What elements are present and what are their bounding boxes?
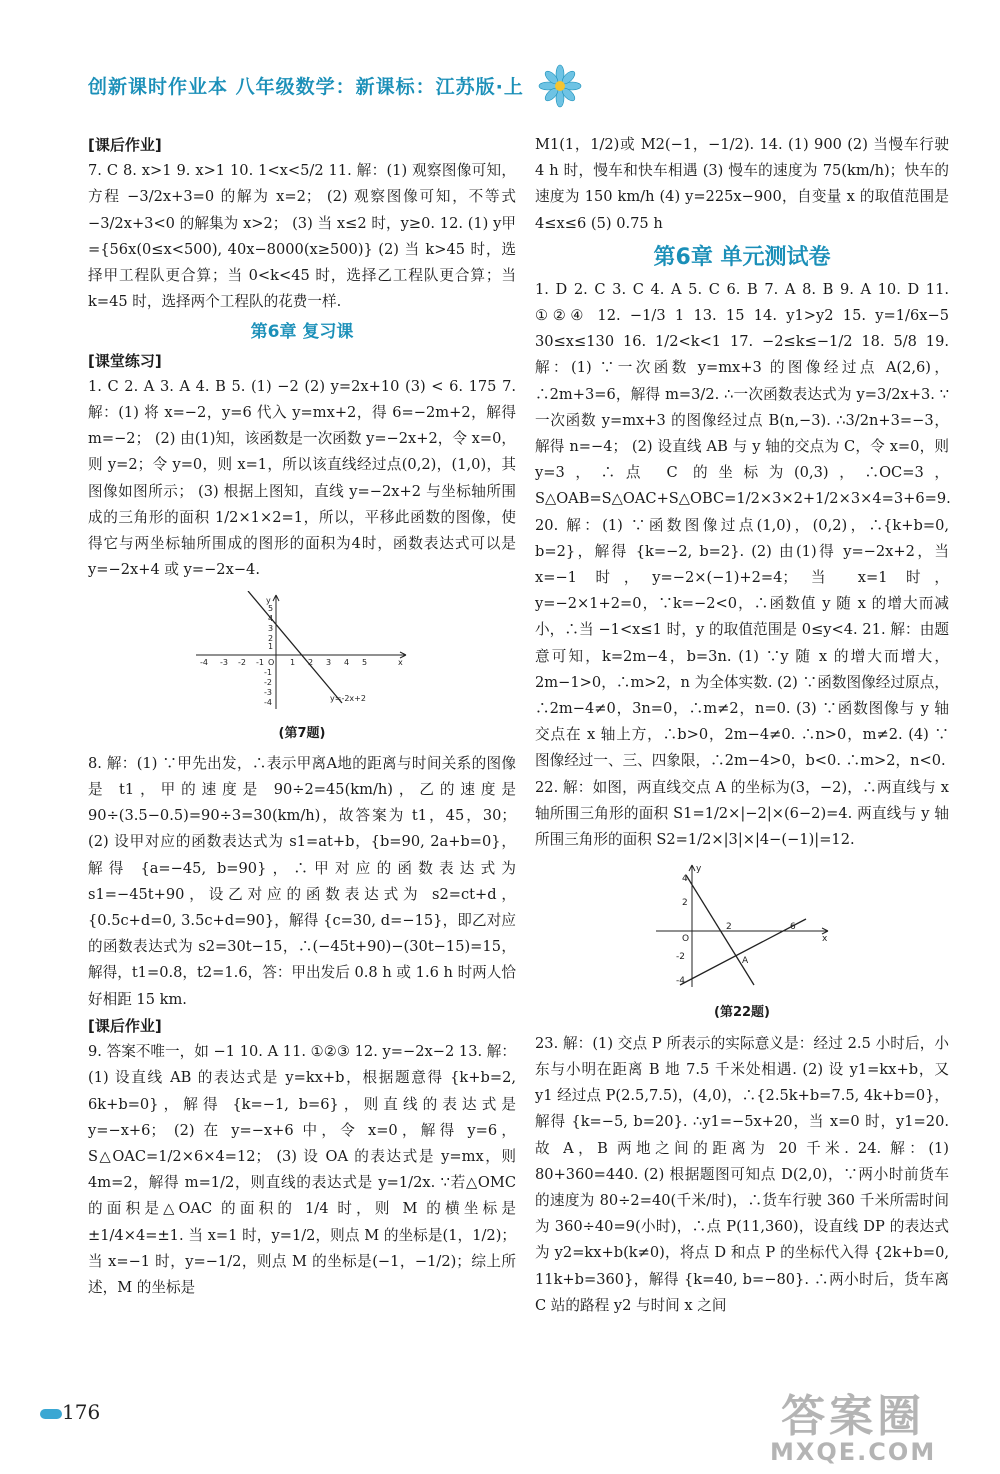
- svg-text:4: 4: [344, 658, 350, 668]
- figure-caption-q22: (第22题): [714, 1005, 770, 1021]
- page-number: 176: [62, 1400, 101, 1424]
- svg-text:x: x: [398, 658, 403, 668]
- figure-caption-q7: (第7题): [278, 725, 326, 741]
- answer-block: 22. 解：如图，两直线交点 A 的坐标为(3，−2)，∴两直线与 x 轴所围三角形的面积 S1=1/2×|−2|×(6−2)=4. 两直线与 y 轴所围三角形的面积 S2=1/2×|3|×|4−(−1)|=12.: [535, 778, 949, 849]
- svg-text:5: 5: [362, 658, 368, 668]
- answer-block: M1(1，1/2)或 M2(−1，−1/2). 14. (1) 900 (2) 当慢车行驶 4 h 时，慢车和快车相遇 (3) 慢车的速度为 75(km/h)；快车的速度为 150 km/h (4) y=225x−900，自变量 x 的取值范围是 4≤x≤6 (5) 0.75 h: [535, 136, 949, 232]
- section-heading-homework-2: [课后作业]: [88, 1016, 162, 1035]
- left-column: [88, 132, 516, 1301]
- svg-text:-3: -3: [220, 658, 228, 668]
- answer-block: 23. 解：(1) 交点 P 所表示的实际意义是：经过 2.5 小时后，小东与小明在距离 B 地 7.5 千米处相遇. (2) 设 y1=kx+b，又 y1 经过点 P(2.5,7.5)，(4,0)，∴{2.5k+b=7.5, 4k+b=0}，解得 {k=−5, b=20}. ∴y1=−5x+20，当 x=0 时，y1=20. 故 A，B 两地之间的距离为 20 千米. 24. 解：(1) 80+360=440. (2) 根据题图可知点 D(2,0)，∵两小时前货车的速度为 80÷2=40(千米/时)，∴货车行驶 360 千米所需时间为 360÷40=9(小时)，∴点 P(11,360)，设直线 DP 的表达式为 y2=kx+b(k≠0)，将点 D 和点 P 的坐标代入得 {2k+b=0, 11k+b=360}，解得 {k=40, b=−80}. ∴两小时后，货车离 C 站的路程 y2 与时间 x 之间: [535, 1034, 949, 1314]
- page-tab-marker: [40, 1409, 62, 1419]
- graph-q7: [192, 591, 412, 711]
- svg-text:-1: -1: [256, 658, 264, 668]
- flower-icon: [538, 64, 582, 108]
- right-column: [535, 132, 949, 1319]
- svg-text:-4: -4: [264, 698, 272, 708]
- point-label-a: A: [742, 956, 749, 967]
- svg-text:-2: -2: [676, 952, 685, 963]
- answer-block: 8. 解：(1) ∵甲先出发，∴表示甲离A地的距离与时间关系的图像是 t1，甲的速度是 90÷2=45(km/h)，乙的速度是 90÷(3.5−0.5)=90÷3=30(km/h)，故答案为 t1，45，30； (2) 设甲对应的函数表达式为 s1=at+b，{b=90, 2a+b=0}，解得 {a=−45, b=90}，∴甲对应的函数表达式为 s1=−45t+90，设乙对应的函数表达式为 s2=ct+d，{0.5c+d=0, 3.5c+d=90}，解得 {c=30, d=−15}，即乙对应的函数表达式为 s2=30t−15，∴(−45t+90)−(30t−15)=15，解得，t1=0.8，t2=1.6，答：甲出发后 0.8 h 或 1.6 h 时两人恰好相距 15 km.: [88, 754, 516, 1008]
- svg-text:-3: -3: [264, 688, 272, 698]
- section-heading-homework: [课后作业]: [88, 136, 162, 154]
- svg-text:O: O: [682, 934, 690, 945]
- watermark: [770, 1380, 936, 1466]
- svg-text:6: 6: [790, 922, 796, 933]
- chapter-heading-unit-test: 第6章 单元测试卷: [653, 244, 831, 270]
- svg-text:5: 5: [268, 604, 274, 614]
- answer-block: 1. D 2. C 3. C 4. A 5. C 6. B 7. A 8. B 9. A 10. D 11. ①②④ 12. −1/3 1 13. 15 14. y1>y2 15. y=1/6x−5 30≤x≤130 16. 1/2<k<1 17. −2≤k≤−1/2 18. 5/8 19. 解：(1) ∵一次函数 y=mx+3 的图像经过点 A(2,6)，∴2m+3=6，解得 m=3/2. ∴一次函数表达式为 y=3/2x+3. ∵一次函数 y=mx+3 的图像经过点 B(n,−3). ∴3/2n+3=−3，解得 n=−4； (2) 设直线 AB 与 y 轴的交点为 C，令 x=0，则 y=3，∴点 C 的坐标为(0,3)，∴OC=3，S△OAB=S△OAC+S△OBC=1/2×3×2+1/2×3×4=3+6=9. 20. 解：(1) ∵函数图像过点(1,0)，(0,2)，∴{k+b=0, b=2}，解得 {k=−2, b=2}. (2) 由(1)得 y=−2x+2，当 x=−1 时，y=−2×(−1)+2=4；当 x=1 时，y=−2×1+2=0，∵k=−2<0，∴函数值 y 随 x 的增大而减小，∴当 −1<x≤1 时，y 的取值范围是 0≤y<4. 21. 解：由题意可知，k=2m−4，b=3n. (1) ∵y 随 x 的增大而增大，2m−1>0，∴m>2，n 为全体实数. (2) ∵函数图像经过原点，∴2m−4≠0，3n=0，∴m≠2，n=0. (3) ∵函数图像与 y 轴交点在 x 轴上方，∴b>0，2m−4≠0. ∴n>0，m≠2. (4) ∵图像经过一、三、四象限，∴2m−4>0，b<0. ∴m>2，n<0.: [535, 280, 951, 770]
- section-heading-classwork: [课堂练习]: [88, 351, 162, 370]
- svg-text:2: 2: [726, 922, 732, 933]
- svg-text:-4: -4: [200, 658, 208, 668]
- answer-block: 7. C 8. x>1 9. x>1 10. 1<x<5/2 11. 解：(1) 观察图像可知，方程 −3/2x+3=0 的解为 x=2； (2) 观察图像可知，不等式 −3/2x+3<0 的解集为 x>2； (3) 当 x≤2 时，y≥0. 12. (1) y甲={56x(0≤x<500), 40x−8000(x≥500)} (2) 当 k>45 时，选择甲工程队更合算；当 0<k<45 时，选择乙工程队更合算；当 k=45 时，选择两个工程队的花费一样.: [88, 162, 516, 311]
- svg-text:1: 1: [268, 642, 274, 652]
- watermark-line-2: MXQE.COM: [770, 1438, 937, 1466]
- chapter-heading-review: 第6章 复习课: [250, 322, 354, 343]
- graph-q22: [652, 861, 832, 991]
- page-header-title: 创新课时作业本 八年级数学：新课标：江苏版·上: [88, 76, 524, 98]
- svg-text:O: O: [268, 658, 275, 668]
- svg-text:2: 2: [682, 898, 688, 909]
- svg-text:y: y: [696, 864, 702, 875]
- watermark-line-1: 答案圈: [781, 1391, 926, 1442]
- svg-text:1: 1: [290, 658, 296, 668]
- answer-block: 1. C 2. A 3. A 4. B 5. (1) −2 (2) y=2x+10 (3) < 6. 175 7. 解：(1) 将 x=−2，y=6 代入 y=mx+2，得 6=−2m+2，解得 m=−2； (2) 由(1)知，该函数是一次函数 y=−2x+2，令 x=0，则 y=2；令 y=0，则 x=1，所以该直线经过点(0,2)，(1,0)，其图像如图所示； (3) 根据上图知，直线 y=−2x+2 与坐标轴所围成的三角形的面积 1/2×1×2=1，所以，平移此函数的图像，使得它与两坐标轴所围成的图形的面积为4时，函数表达式可以是 y=−2x+4 或 y=−2x−4.: [88, 377, 516, 579]
- svg-text:-2: -2: [238, 658, 246, 668]
- svg-text:4: 4: [682, 874, 688, 885]
- figure-q22: [535, 861, 949, 1026]
- svg-text:y: y: [266, 596, 271, 606]
- svg-text:-1: -1: [264, 668, 272, 678]
- figure-q7: [88, 591, 516, 746]
- svg-text:3: 3: [268, 624, 274, 634]
- svg-text:3: 3: [326, 658, 332, 668]
- svg-text:-2: -2: [264, 678, 272, 688]
- svg-text:2: 2: [268, 634, 274, 644]
- svg-text:4: 4: [268, 614, 274, 624]
- line-label-q7: y=-2x+2: [330, 694, 366, 704]
- answer-block: 9. 答案不唯一，如 −1 10. A 11. ①②③ 12. y=−2x−2 13. 解：(1) 设直线 AB 的表达式是 y=kx+b，根据题意得 {k+b=2, 6k+b=0}，解得 {k=−1, b=6}，则直线的表达式是 y=−x+6； (2) 在 y=−x+6 中，令 x=0，解得 y=6，S△OAC=1/2×6×4=12； (3) 设 OA 的表达式是 y=mx，则 4m=2，解得 m=1/2，则直线的表达式是 y=1/2x. ∵若△OMC 的面积是△OAC 的面积的 1/4 时，则 M 的横坐标是 ±1/4×4=±1. 当 x=1 时，y=1/2，则点 M 的坐标是(1，1/2)；当 x=−1 时，y=−1/2，则点 M 的坐标是(−1，−1/2)；综上所述，M 的坐标是: [88, 1043, 516, 1296]
- svg-text:2: 2: [308, 658, 314, 668]
- svg-text:x: x: [822, 934, 828, 945]
- svg-text:-4: -4: [676, 976, 685, 987]
